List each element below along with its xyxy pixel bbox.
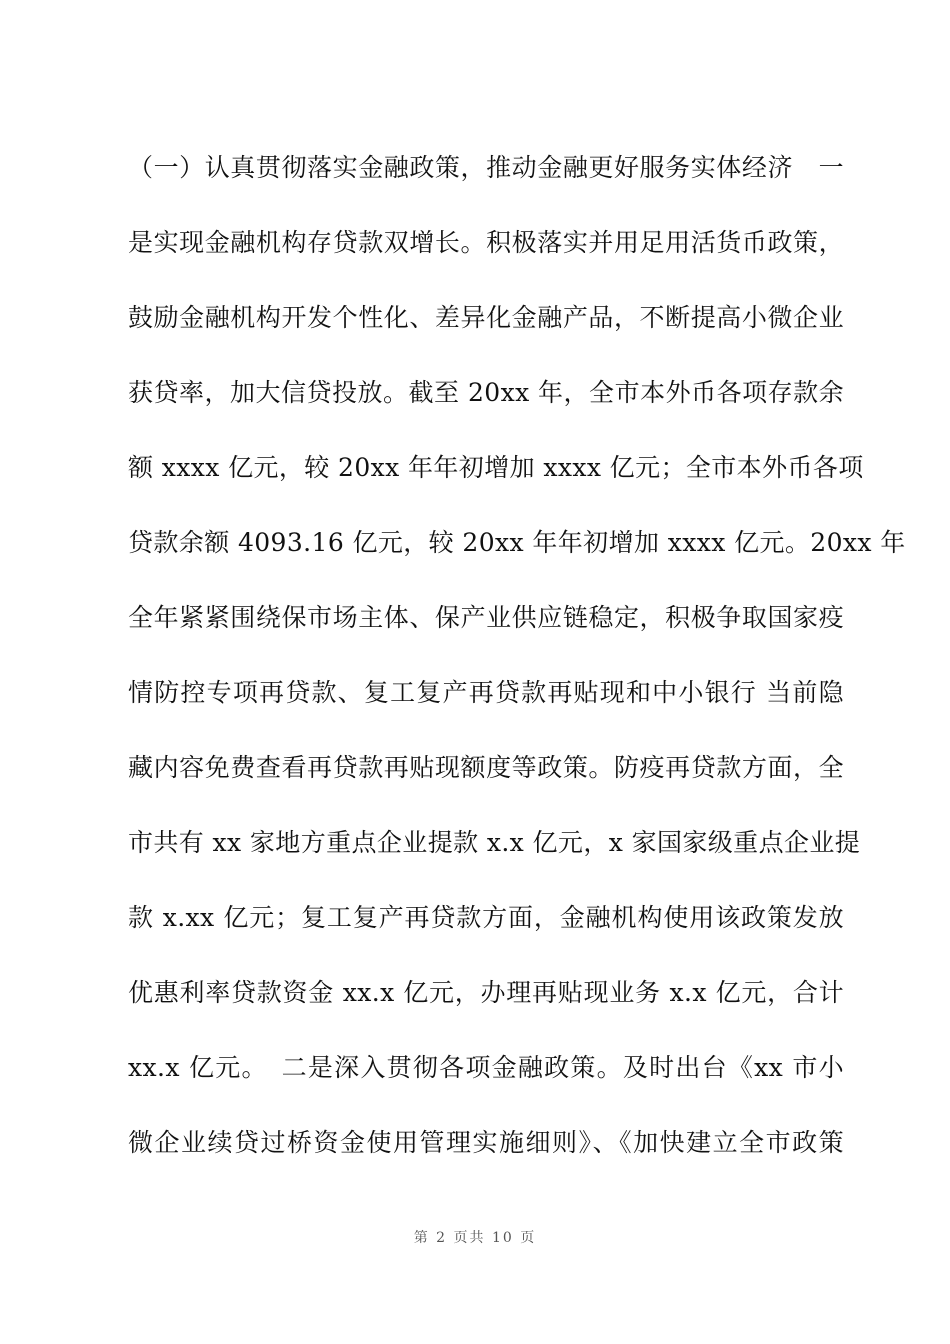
text-line: 贷款余额 4093.16 亿元，较 20xx 年年初增加 xxxx 亿元。20xx 年 [128, 528, 906, 557]
text-line: 市共有 xx 家地方重点企业提款 x.x 亿元，x 家国家级重点企业提 [128, 828, 861, 857]
text-line: 情防控专项再贷款、复工复产再贷款再贴现和中小银行 当前隐 [128, 678, 844, 707]
text-line: 获贷率，加大信贷投放。截至 20xx 年，全市本外币各项存款余 [128, 378, 844, 407]
text-line: （一）认真贯彻落实金融政策，推动金融更好服务实体经济 一 [128, 153, 844, 182]
text-line: 优惠利率贷款资金 xx.x 亿元，办理再贴现业务 x.x 亿元，合计 [128, 978, 844, 1007]
text-line: 藏内容免费查看再贷款再贴现额度等政策。防疫再贷款方面，全 [128, 753, 844, 782]
text-line: 是实现金融机构存贷款双增长。积极落实并用足用活货币政策， [128, 228, 844, 257]
text-line: 款 x.xx 亿元；复工复产再贷款方面，金融机构使用该政策发放 [128, 903, 844, 932]
text-line: 额 xxxx 亿元，较 20xx 年年初增加 xxxx 亿元；全市本外币各项 [128, 453, 864, 482]
text-line: 鼓励金融机构开发个性化、差异化金融产品，不断提高小微企业 [128, 303, 844, 332]
text-line: 全年紧紧围绕保市场主体、保产业供应链稳定，积极争取国家疫 [128, 603, 844, 632]
text-line: xx.x 亿元。 二是深入贯彻各项金融政策。及时出台《xx 市小 [128, 1053, 844, 1082]
page-number-footer: 第 2 页共 10 页 [413, 1230, 537, 1246]
text-line: 微企业续贷过桥资金使用管理实施细则》、《加快建立全市政策 [128, 1128, 844, 1157]
